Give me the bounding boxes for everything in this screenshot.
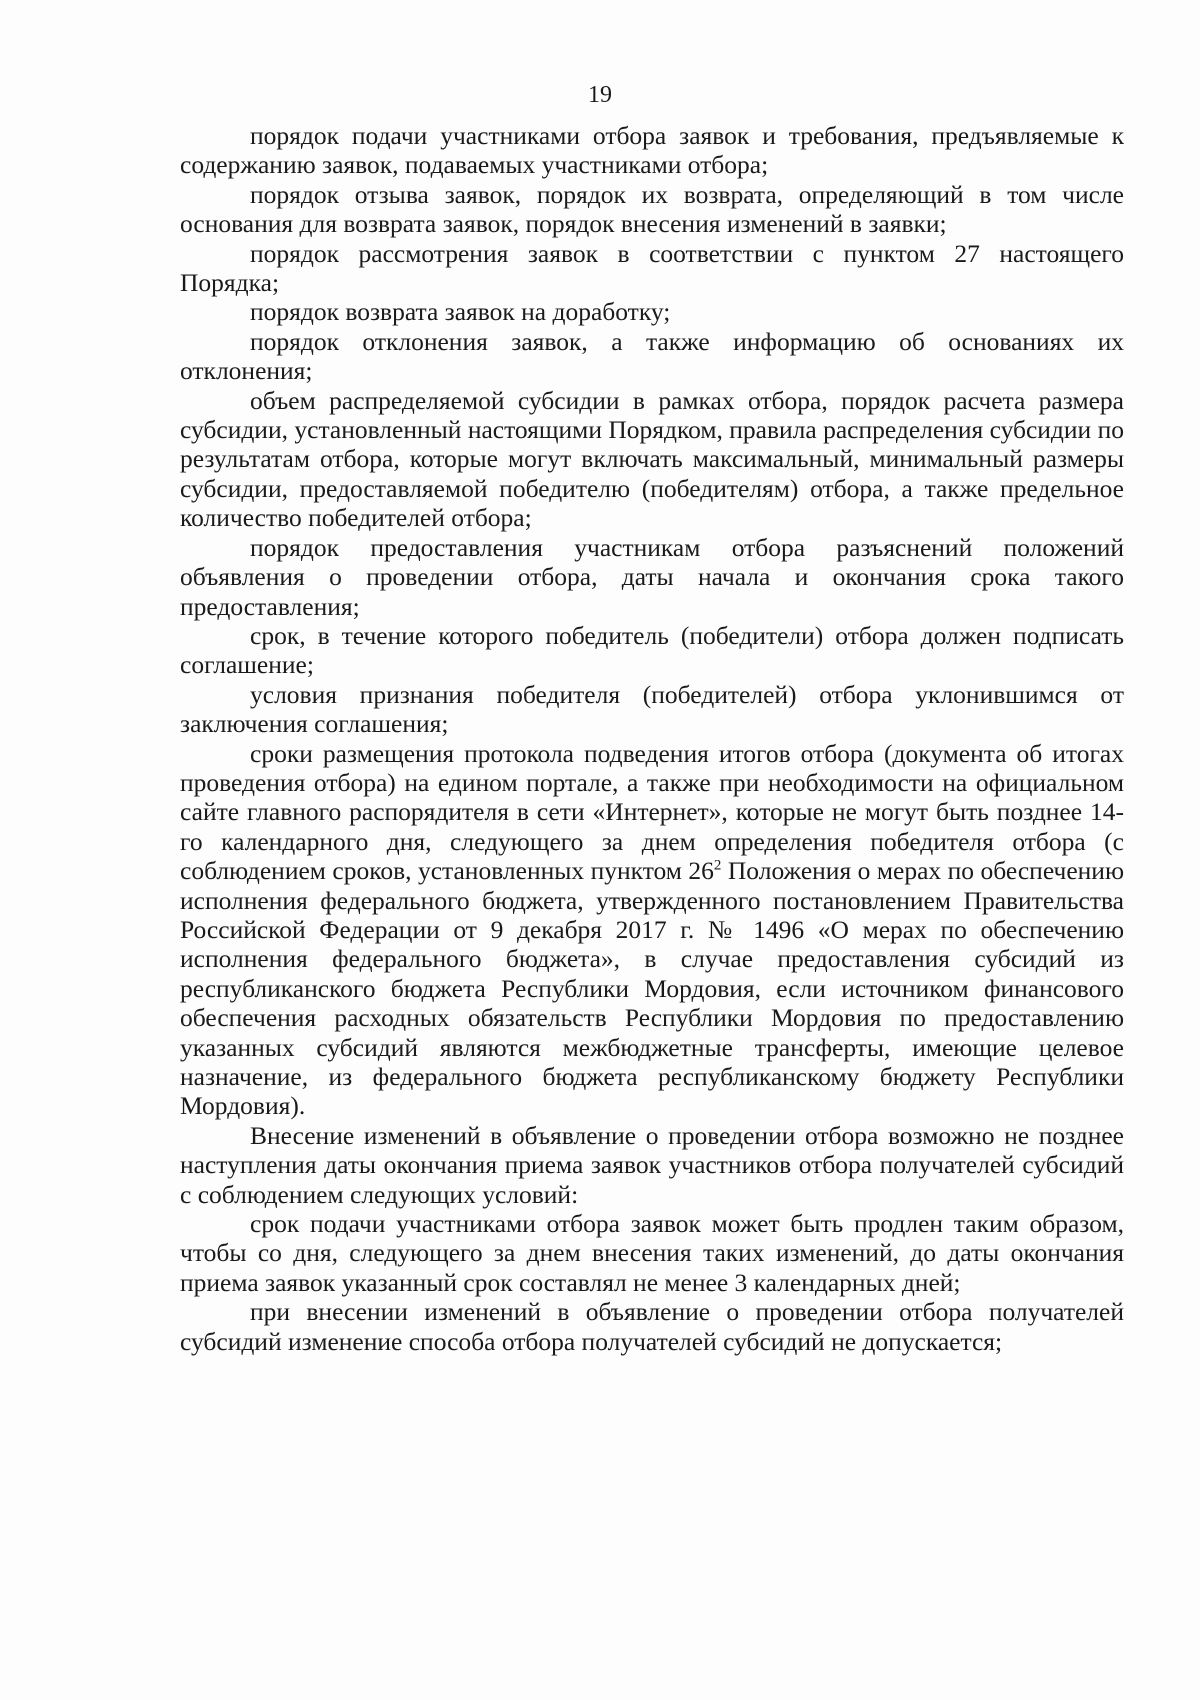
paragraph-method-change-prohibited: при внесении изменений в объявление о проведении отбора получателей субсидий изменение способа отбора получателей субсидий не допускается; [180,1297,1124,1356]
paragraph-amendment-conditions: Внесение изменений в объявление о проведении отбора возможно не позднее наступления даты окончания приема заявок участников отбора получателей субсидий с соблюдением следующих условий: [180,1120,1124,1209]
paragraph-subsidy-volume: объем распределяемой субсидии в рамках отбора, порядок расчета размера субсидии, установленный настоящими Порядком, правила распределения субсидии по результатам отбора, которые могут включать максимальный, минимальный размеры субсидии, предоставляемой победителю (победителям) отбора, а также предельное количество победителей отбора; [180,385,1124,533]
paragraph-rejection-procedure: порядок отклонения заявок, а также информацию об основаниях их отклонения; [180,326,1124,386]
paragraph-clarifications: порядок предоставления участникам отбора разъяснений положений объявления о проведении отбора, даты начала и окончания срока такого предоставления; [180,532,1124,621]
protocol-text-after-superscript: Положения о мерах по обеспечению исполнения федерального бюджета, утвержденного постановлением Правительства Российской Федерации от 9 декабря 2017 г. № 1496 «О мерах по обеспечению исполнения федерального бюджета», в случае предоставления субсидий из республиканского бюджета Республики Мордовия, если источником финансового обеспечения расходных обязательств Республики Мордовия по предоставлению указанных субсидий являются межбюджетные трансферты, имеющие целевое назначение, из федерального бюджета республиканскому бюджету Республики Мордовия). [180,856,1124,1121]
paragraph-withdrawal-procedure: порядок отзыва заявок, порядок их возврата, определяющий в том числе основания для возврата заявок, порядок внесения изменений в заявки; [180,179,1124,239]
paragraph-protocol-deadlines [180,739,1124,1121]
paragraph-signing-deadline: срок, в течение которого победитель (победители) отбора должен подписать соглашение; [180,620,1124,680]
paragraph-return-for-revision: порядок возврата заявок на доработку; [250,297,671,327]
paragraph-evasion-conditions: условия признания победителя (победителей) отбора уклонившимся от заключения соглашения; [180,679,1124,739]
paragraph-review-procedure: порядок рассмотрения заявок в соответствии с пунктом 27 настоящего Порядка; [180,238,1124,298]
document-body [180,121,1124,1356]
superscript-mark: 2 [713,857,722,874]
paragraph-deadline-extension: срок подачи участниками отбора заявок может быть продлен таким образом, чтобы со дня, следующего за днем внесения таких изменений, до даты окончания приема заявок указанный срок составлял не менее 3 календарных дней; [180,1209,1124,1297]
page-number: 19 [588,82,612,108]
protocol-text-before-superscript: сроки размещения протокола подведения итогов отбора (документа об итогах проведения отбора) на едином портале, а также при необходимости на официальном сайте главного распорядителя в сети «Интернет», которые не могут быть позднее 14-го календарного дня, следующего за днем определения победителя отбора (с соблюдением сроков, установленных пунктом 26 [180,738,1124,886]
paragraph-submission-procedure: порядок подачи участниками отбора заявок и требования, предъявляемые к содержанию заявок, подаваемых участниками отбора; [180,121,1124,180]
